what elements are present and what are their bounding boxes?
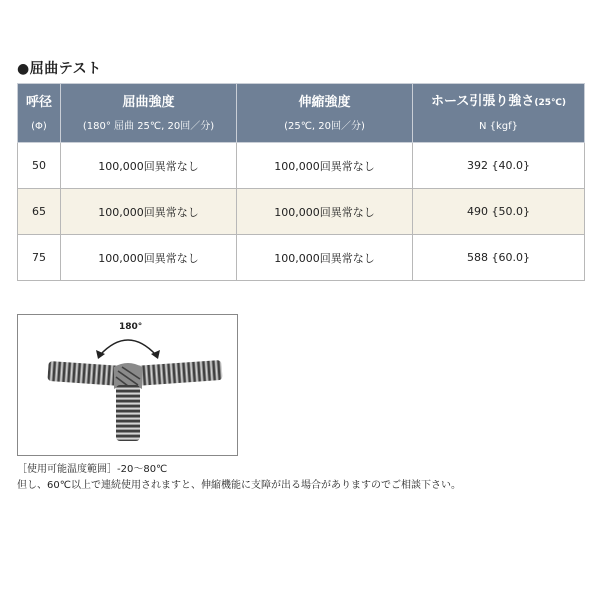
header-nominal-size bbox=[18, 84, 61, 143]
header-sub: (180° 屈曲 25℃, 20回／分) bbox=[82, 120, 215, 132]
header-title: ホース引張り強さ bbox=[430, 94, 535, 109]
cell-bend: 100,000回異常なし bbox=[61, 143, 237, 189]
temperature-range-note: ［使用可能温度範囲］-20～80℃ bbox=[17, 464, 168, 475]
cell-size: 50 bbox=[18, 143, 61, 189]
cell-size: 65 bbox=[18, 189, 61, 235]
cell-size: 75 bbox=[18, 235, 61, 281]
caution-note: 但し、60℃以上で連続使用されますと、伸縮機能に支障が出る場合がありますのでご相談下さい。 bbox=[17, 480, 461, 491]
cell-extension: 100,000回異常なし bbox=[237, 235, 413, 281]
bend-test-table bbox=[17, 83, 585, 281]
table-row bbox=[18, 189, 585, 235]
cell-bend: 100,000回異常なし bbox=[61, 189, 237, 235]
angle-label: 180° bbox=[119, 322, 143, 332]
header-title-wrap bbox=[413, 84, 584, 112]
table-row bbox=[18, 235, 585, 281]
notes bbox=[17, 462, 461, 494]
bend-test-figure bbox=[17, 314, 238, 456]
header-sub: N {kgf} bbox=[478, 121, 519, 132]
corrugated-hose-t-bend-icon bbox=[18, 315, 237, 455]
cell-extension: 100,000回異常なし bbox=[237, 189, 413, 235]
header-title: 屈曲強度 bbox=[122, 94, 175, 110]
header-extension-strength bbox=[237, 84, 413, 143]
header-bend-strength bbox=[61, 84, 237, 143]
cell-extension: 100,000回異常なし bbox=[237, 143, 413, 189]
cell-bend: 100,000回異常なし bbox=[61, 235, 237, 281]
header-title-note: (25℃) bbox=[534, 98, 566, 108]
table-header-row bbox=[18, 84, 585, 143]
header-sub: (Φ) bbox=[31, 120, 47, 132]
header-title: 呼径 bbox=[25, 94, 52, 110]
cell-tensile: 392 {40.0} bbox=[413, 143, 585, 189]
table-row bbox=[18, 143, 585, 189]
section-title: ●屈曲テスト bbox=[17, 61, 102, 77]
header-sub: (25℃, 20回／分) bbox=[284, 120, 365, 132]
header-tensile-strength bbox=[413, 84, 585, 143]
header-title: 伸縮強度 bbox=[298, 94, 351, 110]
cell-tensile: 490 {50.0} bbox=[413, 189, 585, 235]
cell-tensile: 588 {60.0} bbox=[413, 235, 585, 281]
